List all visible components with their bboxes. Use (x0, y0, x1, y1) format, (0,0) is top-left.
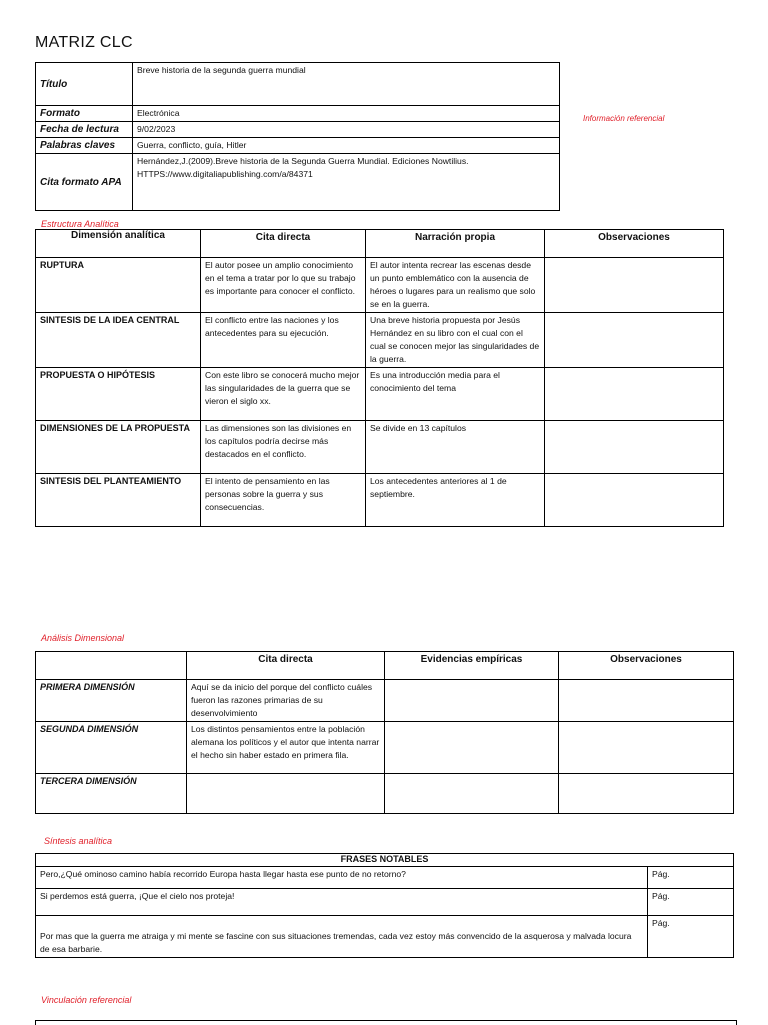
fecha-label: Fecha de lectura (36, 122, 133, 138)
dimensional-header-cita: Cita directa (187, 652, 385, 680)
frases-notables-header: FRASES NOTABLES (36, 854, 734, 867)
dimensional-header-evid: Evidencias empíricas (385, 652, 559, 680)
estructura-row-obs (545, 421, 724, 474)
dimensional-row-dim: TERCERA DIMENSIÓN (36, 774, 187, 814)
estructura-row-cita: Las dimensiones son las divisiones en los capítulos podría decirse más destacados en el conflicto. (201, 421, 366, 474)
estructura-row-obs (545, 474, 724, 527)
titulo-label: Título (36, 63, 133, 106)
titulo-value: Breve historia de la segunda guerra mundial (133, 63, 560, 106)
estructura-row-cita: El intento de pensamiento en las personas sobre la guerra y sus consecuencias. (201, 474, 366, 527)
estructura-row-obs (545, 313, 724, 368)
estructura-row-narr: Es una introducción media para el conocimiento del tema (366, 368, 545, 421)
estructura-row-narr: Los antecedentes anteriores al 1 de septiembre. (366, 474, 545, 527)
frase-page: Pág. (648, 889, 734, 916)
estructura-header-dim: Dimensión analítica (36, 230, 201, 258)
palabras-value: Guerra, conflicto, guía, Hitler (133, 138, 560, 154)
document-title: MATRIZ CLC (35, 34, 133, 51)
dimensional-row-obs (559, 722, 734, 774)
dimensional-row-obs (559, 774, 734, 814)
estructura-header-narr: Narración propia (366, 230, 545, 258)
estructura-row-narr: El autor intenta recrear las escenas desde un punto emblemático con la ausencia de héroes o lugares para un realismo que solo se en la guerra. (366, 258, 545, 313)
estructura-row-obs (545, 258, 724, 313)
dimensional-row-evid (385, 722, 559, 774)
frase-page: Pág. (648, 867, 734, 889)
estructura-row-dim: SINTESIS DE LA IDEA CENTRAL (36, 313, 201, 368)
estructura-table (35, 229, 724, 527)
estructura-header-obs: Observaciones (545, 230, 724, 258)
dimensional-row-dim: PRIMERA DIMENSIÓN (36, 680, 187, 722)
dimensional-row-obs (559, 680, 734, 722)
dimensional-table (35, 651, 734, 814)
dimensional-row-cita (187, 774, 385, 814)
cita-label: Cita formato APA (36, 154, 133, 211)
palabras-label: Palabras claves (36, 138, 133, 154)
estructura-row-dim: RUPTURA (36, 258, 201, 313)
info-table (35, 62, 560, 211)
estructura-section-label: Estructura Analítica (41, 219, 119, 229)
dimensional-row-cita: Aquí se da inicio del porque del conflicto cuáles fueron las razones primarias de su desenvolvimiento (187, 680, 385, 722)
dimensional-row-dim: SEGUNDA DIMENSIÓN (36, 722, 187, 774)
estructura-row-narr: Se divide en 13 capítulos (366, 421, 545, 474)
estructura-row-dim: PROPUESTA O HIPÓTESIS (36, 368, 201, 421)
sintesis-table (35, 853, 734, 958)
formato-label: Formato (36, 106, 133, 122)
vinculacion-table-top-edge (35, 1020, 737, 1025)
frase-text: Pero,¿Qué ominoso camino había recorrido Europa hasta llegar hasta ese punto de no retorno? (36, 867, 648, 889)
estructura-header-cita: Cita directa (201, 230, 366, 258)
estructura-row-cita: El autor posee un amplio conocimiento en el tema a tratar por lo que su trabajo es importante para conocer el conflicto. (201, 258, 366, 313)
estructura-row-cita: Con este libro se conocerá mucho mejor las singularidades de la guerra que se vieron el siglo xx. (201, 368, 366, 421)
dimensional-header-blank (36, 652, 187, 680)
vinculacion-section-label: Vinculación referencial (41, 995, 132, 1005)
estructura-row-narr: Una breve historia propuesta por Jesús Hernández en su libro con el cual con el cual se conocen mejor las singularidades de la guerra. (366, 313, 545, 368)
dimensional-row-evid (385, 680, 559, 722)
cita-value: Hernández,J.(2009).Breve historia de la Segunda Guerra Mundial. Ediciones Nowtilius. HTTPS://www.digitaliapublishing.com/a/84371 (133, 154, 560, 211)
estructura-row-dim: SINTESIS DEL PLANTEAMIENTO (36, 474, 201, 527)
formato-value: Electrónica (133, 106, 560, 122)
frase-text: Por mas que la guerra me atraiga y mi mente se fascine con sus situaciones tremendas, cada vez estoy más convencido de la asquerosa y malvada locura de esa barbarie. (36, 916, 648, 958)
estructura-row-obs (545, 368, 724, 421)
dimensional-section-label: Análisis Dimensional (41, 633, 125, 643)
dimensional-row-evid (385, 774, 559, 814)
fecha-value: 9/02/2023 (133, 122, 560, 138)
frase-text: Si perdemos está guerra, ¡Que el cielo nos proteja! (36, 889, 648, 916)
referential-note: Información referencial (583, 114, 665, 123)
frase-page: Pág. (648, 916, 734, 958)
dimensional-header-obs: Observaciones (559, 652, 734, 680)
dimensional-row-cita: Los distintos pensamientos entre la población alemana los políticos y el autor que intenta narrar el hecho sin haber estado en primera fila. (187, 722, 385, 774)
estructura-row-dim: DIMENSIONES DE LA PROPUESTA (36, 421, 201, 474)
sintesis-section-label: Síntesis analítica (44, 836, 113, 846)
estructura-row-cita: El conflicto entre las naciones y los antecedentes para su ejecución. (201, 313, 366, 368)
